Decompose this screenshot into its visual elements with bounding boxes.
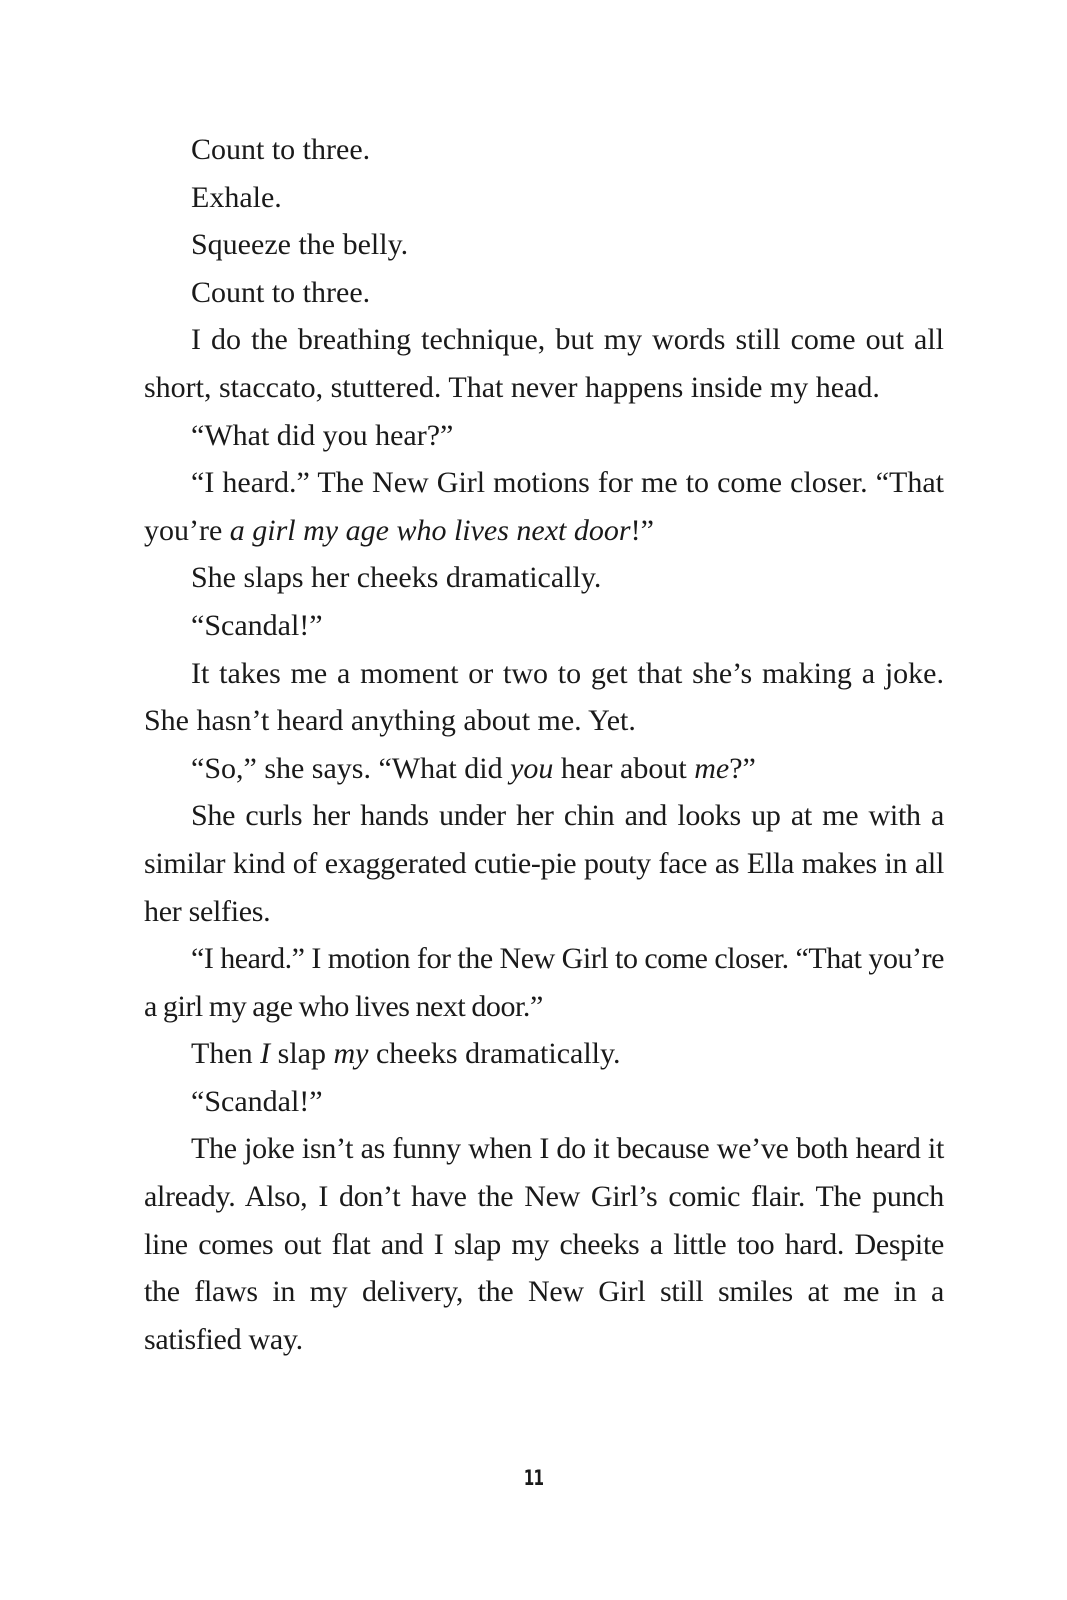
- italic-text-run: a girl my age who lives next door: [229, 513, 631, 547]
- paragraph: Squeeze the belly.: [191, 228, 409, 262]
- italic-text-run: my: [333, 1037, 369, 1071]
- italic-text-run: you: [510, 751, 554, 785]
- paragraph: She curls her hands under her chin and looks up at me with a similar kind of exaggerated cutie-pie pouty face as Ella makes in all her selfies.: [144, 799, 944, 928]
- paragraph: Count to three.: [191, 275, 371, 309]
- page-number: 11: [523, 1466, 544, 1490]
- text-run: slap: [270, 1037, 334, 1071]
- text-run: cheeks dramatically.: [368, 1037, 621, 1071]
- italic-text-run: I: [260, 1037, 271, 1071]
- text-run: “So,” she says. “What did: [191, 751, 511, 785]
- paragraph: She slaps her cheeks dramatically.: [191, 561, 602, 595]
- italic-text-run: me: [694, 751, 730, 785]
- paragraph: [144, 1030, 944, 1078]
- dialogue-paragraph: “What did you hear?”: [191, 418, 454, 452]
- text-run: Then: [191, 1037, 261, 1071]
- paragraph: It takes me a moment or two to get that she’s making a joke. She hasn’t heard anything about me. Yet.: [144, 656, 944, 738]
- dialogue-paragraph: “Scandal!”: [191, 1084, 323, 1118]
- dialogue-paragraph: [144, 459, 944, 554]
- dialogue-paragraph: “I heard.” I motion for the New Girl to come closer. “That you’re a girl my age who lives next door.”: [144, 942, 944, 1023]
- paragraph: Count to three.: [191, 133, 371, 166]
- dialogue-paragraph: “Scandal!”: [191, 608, 323, 642]
- text-run: “I heard.” The New Girl motions for me to come closer. “That you’re: [144, 466, 944, 547]
- text-run: ?”: [729, 751, 756, 785]
- text-run: !”: [630, 513, 654, 547]
- paragraph: The joke isn’t as funny when I do it because we’ve both heard it already. Also, I don’t have the New Girl’s comic flair. The punch line comes out flat and I slap my cheeks a little too hard. Despite the flaws in my delivery, the New Girl still smiles at me in a satisfied way.: [144, 1132, 944, 1356]
- body-text: [144, 126, 944, 1363]
- text-run: hear about: [553, 751, 695, 785]
- dialogue-paragraph: [144, 745, 944, 793]
- paragraph: I do the breathing technique, but my words still come out all short, staccato, stuttered. That never happens inside my head.: [144, 323, 944, 404]
- paragraph: Exhale.: [191, 180, 282, 214]
